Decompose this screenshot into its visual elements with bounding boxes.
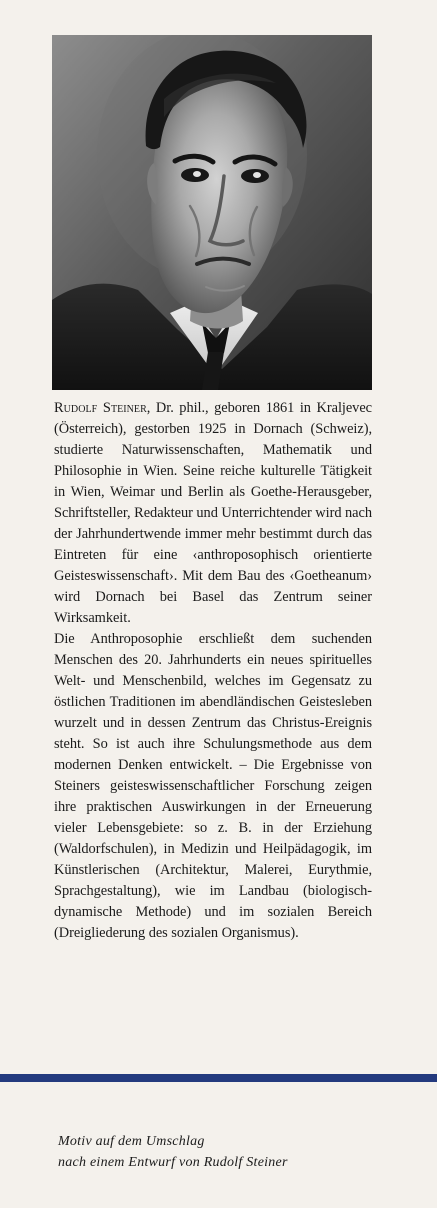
biography-paragraph-1 <box>54 398 372 629</box>
author-name: Rudolf Steiner <box>54 400 147 416</box>
author-biography <box>54 398 372 944</box>
cover-credit-line-2: nach einem Entwurf von Rudolf Steiner <box>58 1155 288 1170</box>
author-portrait-photo <box>52 35 372 390</box>
biography-paragraph-2: Die Anthroposophie erschließt dem suchenden Menschen des 20. Jahrhunderts ein neues spirituelles Welt- und Menschenbild, welches im Gegensatz zu östlichen Traditionen im abendländischen Geistesleben wurzelt und in dessen Zentrum das Christus-Ereignis steht. So ist auch ihre Schulungsmethode aus dem modernen Denken entwickelt. – Die Ergebnisse von Steiners geisteswissenschaftlicher Forschung zeigen ihre praktischen Auswirkungen in der Erneuerung vieler Lebensgebiete: so z. B. in der Erziehung (Waldorfschulen), in Medizin und Heilpädagogik, im Künstlerischen (Architektur, Malerei, Eurythmie, Sprachgestaltung), wie im Landbau (biologisch-dynamische Methode) und im sozialen Bereich (Dreigliederung des sozialen Organismus). <box>54 631 372 941</box>
blue-divider-rule <box>0 1074 437 1082</box>
biography-paragraph-1-text: , Dr. phil., geboren 1861 in Kraljevec (Österreich), gestorben 1925 in Dornach (Schweiz), studierte Naturwissenschaften, Mathematik und Philosophie in Wien. Seine reiche kulturelle Tätigkeit in Wien, Weimar und Berlin als Goethe-Herausgeber, Schriftsteller, Redakteur und Unterrichtender wird nach der Jahrhundertwende immer mehr bestimmt durch das Eintreten für eine ‹anthroposophisch orientierte Geisteswissenschaft›. Mit dem Bau des ‹Goetheanum› wird Dornach bei Basel das Zentrum seiner Wirksamkeit. <box>54 400 372 626</box>
cover-motif-credit <box>58 1131 388 1173</box>
cover-credit-line-1: Motiv auf dem Umschlag <box>58 1134 205 1149</box>
